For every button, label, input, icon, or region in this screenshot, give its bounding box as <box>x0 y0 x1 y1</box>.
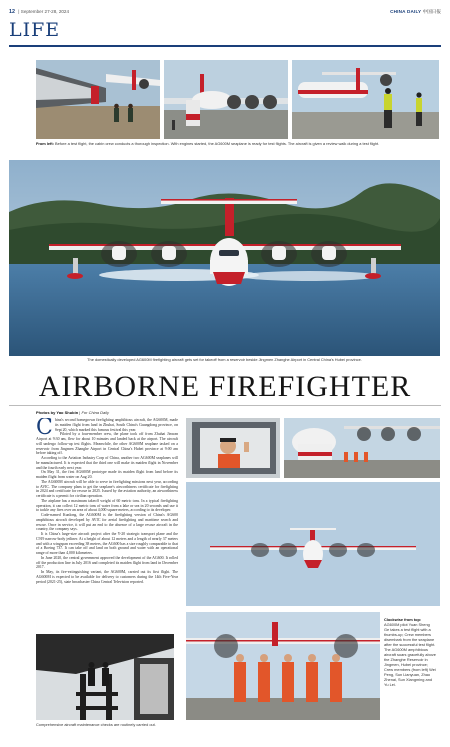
top-photos-caption <box>36 141 440 146</box>
paragraph-text: hina's second homegrown firefighting amphibious aircraft, the AG600M, made its maiden flight from land in Zhuhai, South China's Guangdong province, on Sept 20, which marked this famous festival this year. <box>54 418 178 432</box>
photo-crew-members <box>186 612 380 720</box>
photo-cabin-inspection <box>36 60 160 139</box>
page-header <box>9 8 441 20</box>
caption-lead: From left: <box>36 141 54 146</box>
article-paragraph: Code-named Kunlong, the AG600M is the firefighting version of China's AG600 amphibious aircraft developed by AVIC for aerial firefighting and maritime search and rescue. Once in service, it will put an end to the absence of a large rescue aircraft in the country, the company says. <box>36 513 178 532</box>
byline-source: For China Daily <box>81 410 110 415</box>
article-paragraph: The airplane has a maximum takeoff weight of 60 metric tons. In a typical firefighting operation, it can collect 12 metric tons of water from a lake or sea in 20 seconds and use it to tackle any fires over an area of about 4,000 square meters, according to its developer. <box>36 498 178 513</box>
maintenance-caption: Comprehensive aircraft maintenance checks are routinely carried out. <box>36 722 156 727</box>
side-caption-lead: Clockwise from top: <box>384 617 422 622</box>
issue-date: September 27-28, 2024 <box>20 9 70 14</box>
article-headline: AIRBORNE FIREFIGHTER <box>38 370 412 403</box>
main-photo-caption: The domestically developed AG600M firefighting aircraft gets set for takeoff from a reservoir beside Jingmen Zhanghe Airport in Central China's Hubei province. <box>87 357 362 362</box>
photo-crew-disembark <box>284 418 440 478</box>
article-paragraph: On May 31, the first AG600M prototype made its maiden flight from land before its maiden flight from water on Aug 20. <box>36 470 178 479</box>
photo-maintenance <box>36 634 174 720</box>
side-photos-caption <box>384 617 436 687</box>
article-paragraph: In June 2020, the central government approved the development of the AG600. It rolled off the production line in July 2016 and completed its maiden flight from land in December 2017. <box>36 555 178 570</box>
masthead-title: CHINA DAILY <box>390 9 422 14</box>
section-rule <box>9 45 441 47</box>
byline-separator: | <box>79 410 81 415</box>
headline-rule <box>9 405 441 406</box>
masthead <box>390 9 441 15</box>
photo-review-walk <box>292 60 439 139</box>
article-paragraph: According to the Aviation Industry Corp of China, another two AG600M seaplanes will be manufactured. It is expected that the third one will make its maiden flight in November and the fourth early next year. <box>36 456 178 470</box>
section-title: LIFE <box>9 19 61 41</box>
article-paragraph <box>36 418 178 440</box>
photo-main-seaplane <box>9 160 440 356</box>
separator: | <box>18 9 20 14</box>
page-number: 12 <box>9 9 15 15</box>
masthead-chinese: 中国日报 <box>422 9 441 14</box>
photo-engines-started <box>164 60 288 139</box>
caption-text: Before a test flight, the cabin crew conducts a thorough inspection. With engines started, the AG600M seaplane is ready for test flights. The aircraft is given a review walk during a test flight. <box>55 141 380 146</box>
side-caption-text: AG600M pilot Yuan Sheng Ge takes a test flight with a thumbs-up; Crew members disembark from the seaplane after the successful test flight. The AG600M amphibious aircraft soars gracefully above the Zhanghe Reservoir in Jingmen, Hubei province; Crew members (from left) Wei Peng, Sun Lianyuan, Zhao Zhenai, Sun Xiangming and Yu Lei. <box>384 622 436 687</box>
article-paragraph: Piloted by a four-member crew, the plane took off from Zhuhai Jinwan Airport at 9:30 am, flew for about 10 minutes and landed back at the airport. The aircraft will undergo follow-up test flights. Meanwhile, the other AG600M seaplane tasked on a reservoir from Jingmen Zhanghe Airport in Central China's Hubei province at 9:00 am before taking off. <box>36 432 178 456</box>
article-paragraph: The AG600M aircraft will be able to serve in firefighting missions next year, according to AVIC. The company plans to get the seaplane's airworthiness certificate for firefighting in 2024 and certificate for rescue in 2025. Issued by the aviation authority, an airworthiness certificate is a permit for civilian operation. <box>36 479 178 498</box>
article-paragraph: In May, its fire-extinguishing variant, the AG600M, carried out its first flight. The AG600M is expected to be available for delivery to customers during the 14th Five-Year period (2021-25), state broadcaster China Central Television reported. <box>36 570 178 584</box>
drop-cap: C <box>36 418 53 440</box>
photo-seaplane-soaring <box>186 482 440 606</box>
article-paragraph: It is China's large-size aircraft project after the Y-20 strategic transport plane and the C919 narrow-body jetliner. At a height of about 12 meters and a length of nearly 37 meters and with a wingspan exceeding 38 meters, the AG600 has a size roughly comparable to that of a Boeing 737. It can take off and land on both ground and water with an operational range of more than 4,000 kilometers. <box>36 532 178 555</box>
byline-photographer: Photos by Yao Shubin <box>36 410 79 415</box>
photo-pilot-thumbs-up <box>186 418 280 478</box>
photo-byline <box>36 410 109 415</box>
page-info <box>9 9 69 15</box>
